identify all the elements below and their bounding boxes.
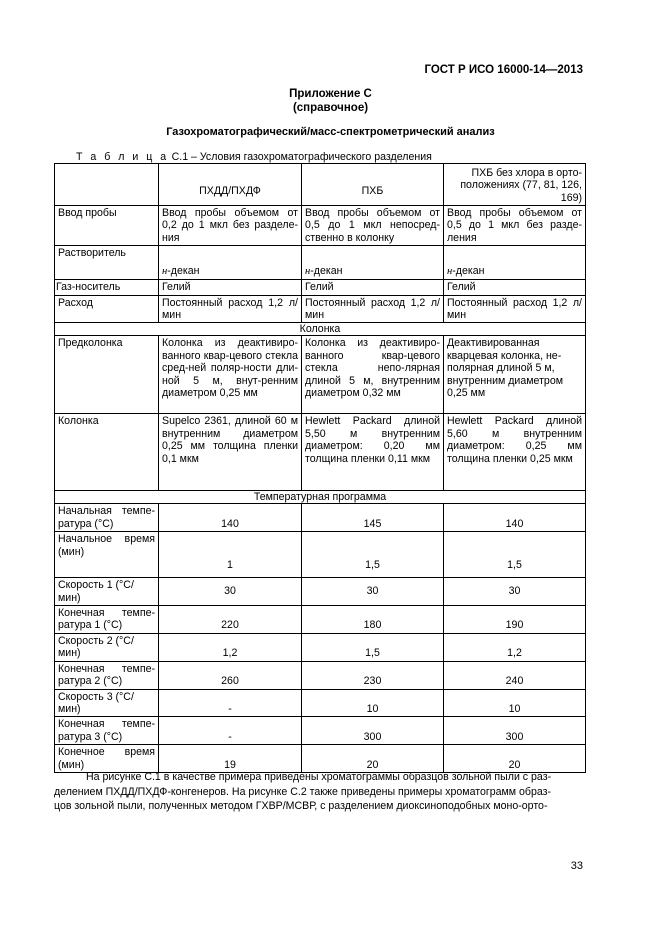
table-row bbox=[55, 336, 586, 414]
temp-row-label: Скорость 2 (°C/мин) bbox=[55, 633, 159, 661]
temp-row-label: Конечная темпе-ратура 3 (°C) bbox=[55, 717, 159, 745]
temp-cell-pcb: 180 bbox=[302, 606, 444, 634]
temp-cell-non-ortho: 1,2 bbox=[444, 633, 586, 661]
header-cell-empty bbox=[55, 164, 159, 206]
temp-cell-pcb: 230 bbox=[302, 661, 444, 689]
row-label-column: Колонка bbox=[55, 414, 159, 491]
temp-cell-pcdd: 1,2 bbox=[159, 633, 302, 661]
temp-cell-non-ortho: 20 bbox=[444, 745, 586, 773]
temp-row bbox=[55, 717, 586, 745]
cell-column-non-ortho: Hewlett Packard длиной 5,60 м внутренним диаметром: 0,25 мм толщина пленки 0,25 мкм bbox=[444, 414, 586, 491]
cell-injection-non-ortho: Ввод пробы объемом от 0,5 до 1 мкл без разде-ления bbox=[444, 206, 586, 246]
temp-cell-non-ortho: 190 bbox=[444, 606, 586, 634]
temp-cell-pcb: 145 bbox=[302, 504, 444, 532]
temp-row-label: Скорость 1 (°C/мин) bbox=[55, 578, 159, 606]
solvent-suffix: -декан bbox=[452, 264, 485, 277]
temp-row bbox=[55, 745, 586, 773]
cell-flow-pcdd: Постоянный расход 1,2 л/мин bbox=[159, 295, 302, 323]
cell-injection-pcb: Ввод пробы объемом от 0,5 до 1 мкл непосред-ственно в колонку bbox=[302, 206, 444, 246]
section-title: Газохроматографический/масс-спектрометрический анализ bbox=[166, 126, 495, 138]
table-row bbox=[55, 414, 586, 491]
solvent-prefix: н bbox=[305, 265, 311, 277]
temp-cell-pcb: 1,5 bbox=[302, 633, 444, 661]
temp-cell-pcb: 10 bbox=[302, 689, 444, 717]
cell-precolumn-non-ortho: Деактивированная кварцевая колонка, не-полярная длиной 5 м, внутренним диаметром 0,25 мм bbox=[444, 336, 586, 414]
temp-row-label: Начальное время (мин) bbox=[55, 532, 159, 578]
paragraph-line: цов зольной пыли, полученных методом ГХВР/МСВР, с разделением диоксиноподобных моно-орто- bbox=[54, 800, 548, 813]
table-row bbox=[55, 206, 586, 246]
temp-row bbox=[55, 633, 586, 661]
temp-cell-pcb: 30 bbox=[302, 578, 444, 606]
temp-row bbox=[55, 689, 586, 717]
temp-cell-pcdd: 140 bbox=[159, 504, 302, 532]
temp-row bbox=[55, 606, 586, 634]
cell-flow-non-ortho: Постоянный расход 1,2 л/мин bbox=[444, 295, 586, 323]
cell-carrier-non-ortho: Гелий bbox=[444, 280, 586, 295]
solvent-prefix: н bbox=[447, 265, 453, 277]
temp-cell-non-ortho: 140 bbox=[444, 504, 586, 532]
cell-injection-pcdd: Ввод пробы объемом от 0,2 до 1 мкл без разделе-ния bbox=[159, 206, 302, 246]
table-caption-text: С.1 – Условия газохроматографического разделения bbox=[171, 151, 432, 163]
solvent-suffix: -декан bbox=[167, 264, 200, 277]
cell-solvent-pcdd bbox=[159, 246, 302, 280]
temp-row-label: Конечная темпе-ратура 1 (°C) bbox=[55, 606, 159, 634]
header-cell-pcb: ПХБ bbox=[302, 164, 444, 206]
temp-row-label: Конечная темпе-ратура 2 (°C) bbox=[55, 661, 159, 689]
temp-row-label: Конечное время (мин) bbox=[55, 745, 159, 773]
temp-row-label: Скорость 3 (°C/мин) bbox=[55, 689, 159, 717]
temp-cell-non-ortho: 240 bbox=[444, 661, 586, 689]
cell-flow-pcb: Постоянный расход 1,2 л/мин bbox=[302, 295, 444, 323]
temp-row bbox=[55, 532, 586, 578]
section-column: Колонка bbox=[55, 323, 586, 336]
temp-cell-pcdd: 30 bbox=[159, 578, 302, 606]
temp-row bbox=[55, 578, 586, 606]
cell-column-pcb: Hewlett Packard длиной 5,50 м внутренним диаметром: 0,20 мм толщина пленки 0,11 мкм bbox=[302, 414, 444, 491]
row-label-flow: Расход bbox=[55, 295, 159, 323]
table-section-row bbox=[55, 323, 586, 336]
temp-cell-non-ortho: 300 bbox=[444, 717, 586, 745]
cell-carrier-pcdd: Гелий bbox=[159, 280, 302, 295]
table-caption bbox=[76, 151, 432, 163]
row-label-solvent: Растворитель bbox=[55, 246, 159, 280]
table-row bbox=[55, 246, 586, 280]
cell-solvent-non-ortho bbox=[444, 246, 586, 280]
document-code: ГОСТ Р ИСО 16000-14—2013 bbox=[424, 64, 583, 76]
table-header-row bbox=[55, 164, 586, 206]
gc-conditions-table bbox=[54, 163, 586, 773]
temp-cell-pcdd: - bbox=[159, 689, 302, 717]
temp-cell-non-ortho: 30 bbox=[444, 578, 586, 606]
table-row bbox=[55, 280, 586, 295]
appendix-heading bbox=[0, 87, 661, 115]
cell-precolumn-pcb: Колонка из деактивиро-ванного квар-цевого стекла непо-лярная длиной 5 м, внутренним диаметром 0,32 мм bbox=[302, 336, 444, 414]
table-section-row bbox=[55, 491, 586, 504]
page-number: 33 bbox=[570, 860, 583, 872]
solvent-suffix: -декан bbox=[310, 264, 343, 277]
temp-cell-pcb: 1,5 bbox=[302, 532, 444, 578]
body-paragraph bbox=[54, 770, 585, 814]
table-row bbox=[55, 295, 586, 323]
temp-cell-pcb: 20 bbox=[302, 745, 444, 773]
temp-cell-pcdd: 1 bbox=[159, 532, 302, 578]
solvent-prefix: н bbox=[162, 265, 168, 277]
temp-cell-non-ortho: 1,5 bbox=[444, 532, 586, 578]
temp-row bbox=[55, 504, 586, 532]
appendix-type: (справочное) bbox=[292, 102, 369, 114]
cell-column-pcdd: Supelco 2361, длиной 60 м внутренним диаметром 0,25 мм толщина пленки 0,1 мкм bbox=[159, 414, 302, 491]
row-label-injection: Ввод пробы bbox=[55, 206, 159, 246]
paragraph-line: На рисунке С.1 в качестве примера приведены хроматограммы образцов зольной пыли с раз- bbox=[86, 771, 552, 783]
header-cell-pcdd: ПХДД/ПХДФ bbox=[159, 164, 302, 206]
temp-cell-pcdd: 19 bbox=[159, 745, 302, 773]
header-cell-non-ortho-pcb: ПХБ без хлора в орто-положениях (77, 81, 126, 169) bbox=[444, 164, 586, 206]
cell-carrier-pcb: Гелий bbox=[302, 280, 444, 295]
temp-cell-pcdd: 260 bbox=[159, 661, 302, 689]
temp-row-label: Начальная темпе-ратура (°C) bbox=[55, 504, 159, 532]
row-label-precolumn: Предколонка bbox=[55, 336, 159, 414]
temp-cell-pcdd: 220 bbox=[159, 606, 302, 634]
temp-row bbox=[55, 661, 586, 689]
temp-cell-pcb: 300 bbox=[302, 717, 444, 745]
temp-cell-pcdd: - bbox=[159, 717, 302, 745]
cell-precolumn-pcdd: Колонка из деактивиро-ванного квар-цевого стекла сред-ней поляр-ности дли-ной 5 м, внут-ренним диаметром 0,25 мм bbox=[159, 336, 302, 414]
temp-cell-non-ortho: 10 bbox=[444, 689, 586, 717]
row-label-carrier: Газ-носитель bbox=[55, 280, 159, 295]
section-temperature-program: Температурная программа bbox=[55, 491, 586, 504]
paragraph-line: делением ПХДД/ПХДФ-конгенеров. На рисунке С.2 также приведены примеры хроматограмм образ- bbox=[54, 785, 552, 798]
appendix-title: Приложение С bbox=[289, 88, 372, 100]
table-caption-prefix: Т а б л и ц а bbox=[76, 151, 169, 163]
cell-solvent-pcb bbox=[302, 246, 444, 280]
